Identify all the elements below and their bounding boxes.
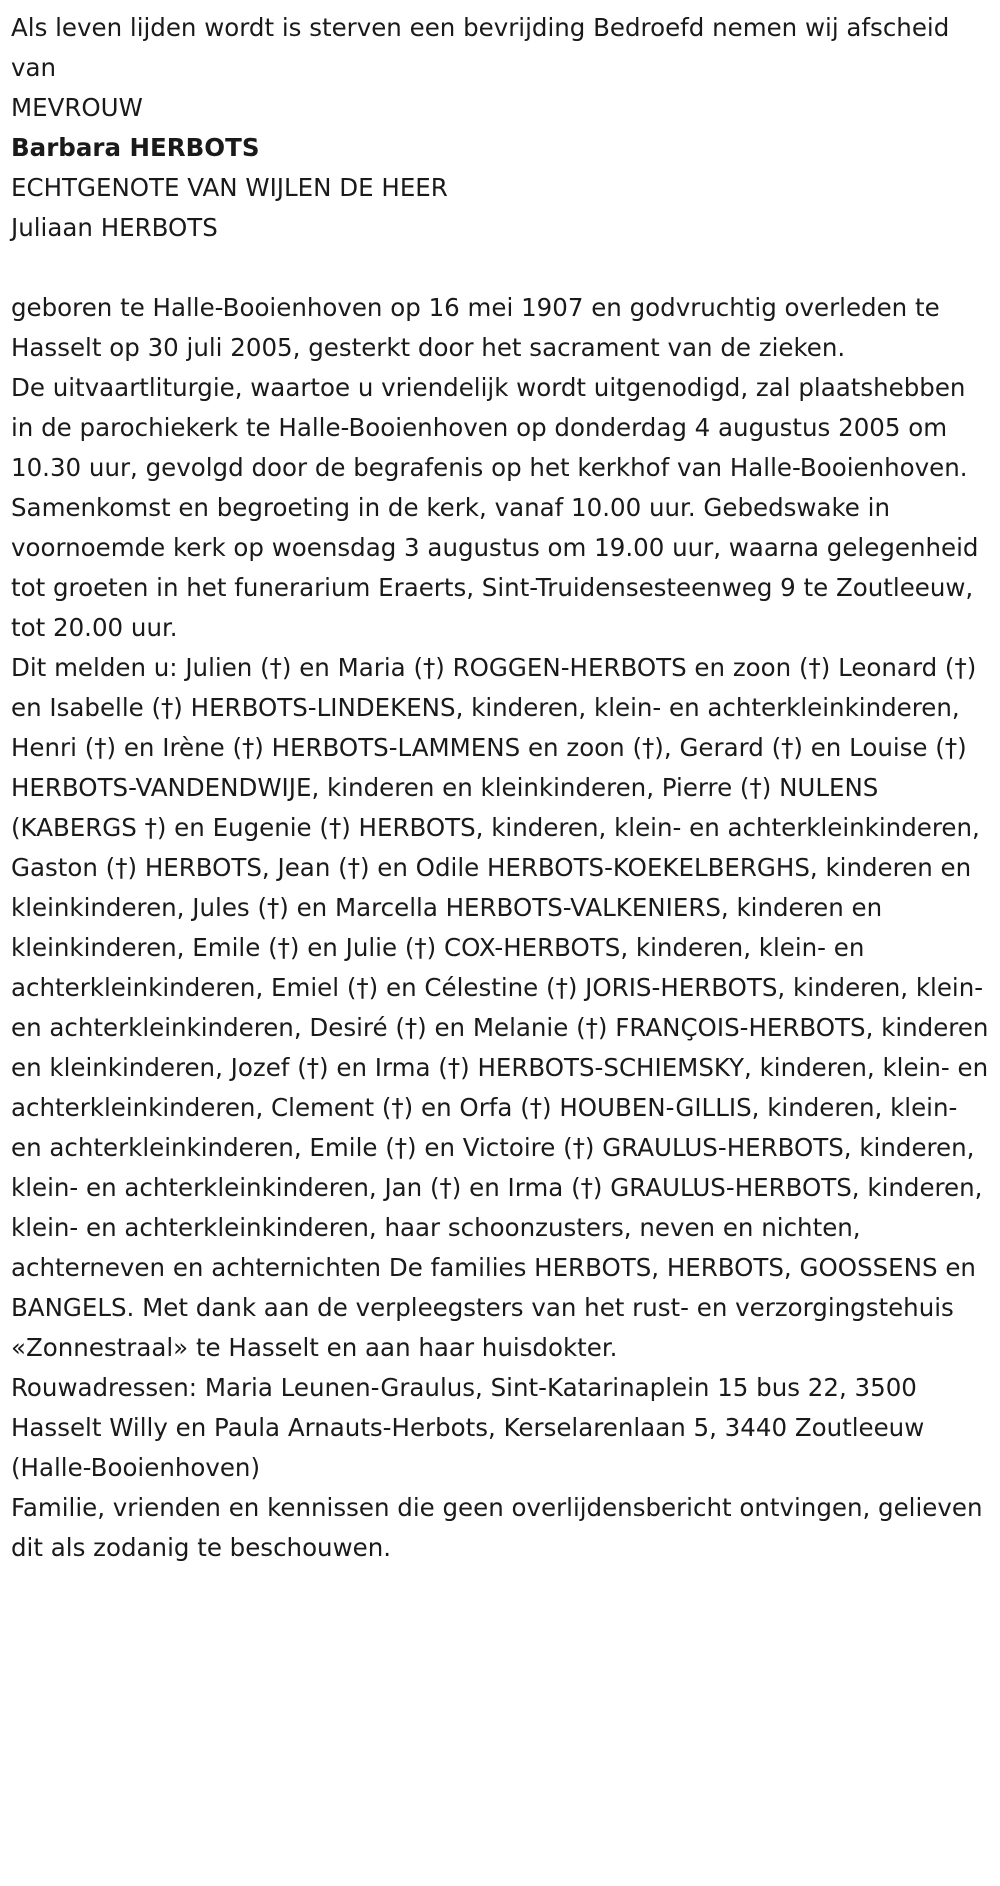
spouse-name: Juliaan HERBOTS — [11, 213, 218, 242]
closing-paragraph: Familie, vrienden en kennissen die geen overlijdensbericht ontvingen, gelieven dit als zodanig te beschouwen. — [11, 1493, 983, 1562]
relation-label: ECHTGENOTE VAN WIJLEN DE HEER — [11, 173, 448, 202]
family-paragraph: Dit melden u: Julien (†) en Maria (†) ROGGEN-HERBOTS en zoon (†) Leonard (†) en Isabelle (†) HERBOTS-LINDEKENS, kinderen, klein- en achterkleinkinderen, Henri (†) en Irène (†) HERBOTS-LAMMENS en zoon (†), Gerard (†) en Louise (†) HERBOTS-VANDENDWIJE, kinderen en kleinkinderen, Pierre (†) NULENS (KABERGS †) en Eugenie (†) HERBOTS, kinderen, klein- en achterkleinkinderen, Gaston (†) HERBOTS, Jean (†) en Odile HERBOTS-KOEKELBERGHS, kinderen en kleinkinderen, Jules (†) en Marcella HERBOTS-VALKENIERS, kinderen en kleinkinderen, Emile (†) en Julie (†) COX-HERBOTS, kinderen, klein- en achterkleinkinderen, Emiel (†) en Célestine (†) JORIS-HERBOTS, kinderen, klein- en achterkleinkinderen, Desiré (†) en Melanie (†) FRANÇOIS-HERBOTS, kinderen en kleinkinderen, Jozef (†) en Irma (†) HERBOTS-SCHIEMSKY, kinderen, klein- en achterkleinkinderen, Clement (†) en Orfa (†) HOUBEN-GILLIS, kinderen, klein- en achterkleinkinderen, Emile (†) en Victoire (†) GRAULUS-HERBOTS, kinderen, klein- en achterkleinkinderen, Jan (†) en Irma (†) GRAULUS-HERBOTS, kinderen, klein- en achterkleinkinderen, haar schoonzusters, neven en nichten, achterneven en achternichten De families HERBOTS, HERBOTS, GOOSSENS en BANGELS. Met dank aan de verpleegsters van het rust- en verzorgingstehuis «Zonnestraal» te Hasselt en aan haar huisdokter. — [11, 653, 989, 1362]
addresses-paragraph: Rouwadressen: Maria Leunen-Graulus, Sint-Katarinaplein 15 bus 22, 3500 Hasselt Willy en Paula Arnauts-Herbots, Kerselarenlaan 5, 3440 Zoutleeuw (Halle-Booienhoven) — [11, 1373, 925, 1482]
name-block — [11, 88, 990, 248]
funeral-paragraph: De uitvaartliturgie, waartoe u vriendelijk wordt uitgenodigd, zal plaatshebben in de parochiekerk te Halle-Booienhoven op donderdag 4 augustus 2005 om 10.30 uur, gevolgd door de begrafenis op het kerkhof van Halle-Booienhoven. Samenkomst en begroeting in de kerk, vanaf 10.00 uur. Gebedswake in voornoemde kerk op woensdag 3 augustus om 19.00 uur, waarna gelegenheid tot groeten in het funerarium Eraerts, Sint-Truidensesteenweg 9 te Zoutleeuw, tot 20.00 uur. — [11, 373, 979, 642]
birth-death-paragraph: geboren te Halle-Booienhoven op 16 mei 1907 en godvruchtig overleden te Hasselt op 30 juli 2005, gesterkt door het sacrament van de zieken. — [11, 293, 940, 362]
intro-text: Als leven lijden wordt is sterven een bevrijding Bedroefd nemen wij afscheid van — [11, 13, 950, 82]
deceased-name: Barbara HERBOTS — [11, 133, 260, 162]
title-prefix: MEVROUW — [11, 93, 143, 122]
